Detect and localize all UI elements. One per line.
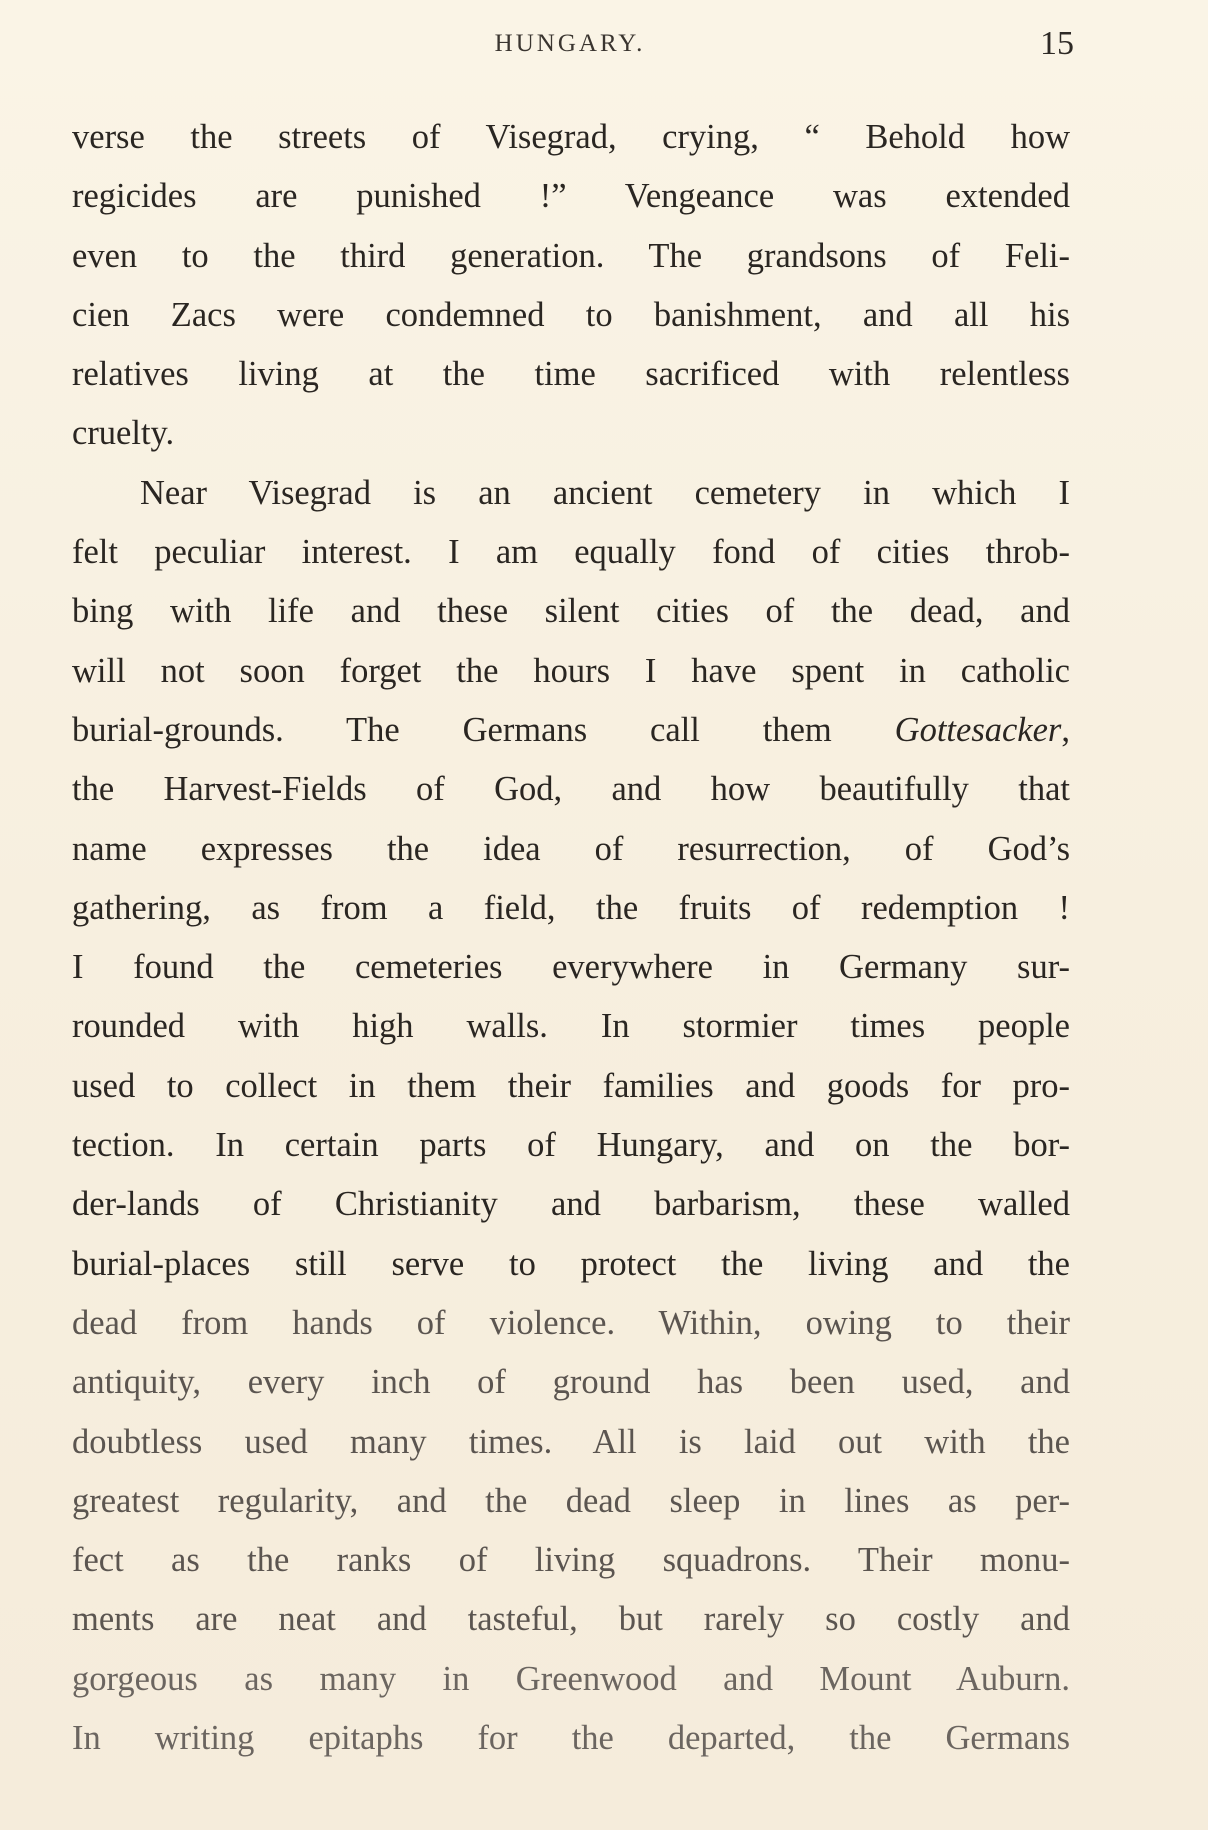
italic-term: Gottesacker	[894, 710, 1062, 749]
text-line: regicides are punished !” Vengeance was extended	[72, 177, 1070, 216]
running-head	[70, 22, 1074, 72]
page-number: 15	[1040, 25, 1074, 62]
text-line: cruelty.	[72, 414, 175, 453]
text-line: dead from hands of violence. Within, owing to their	[72, 1303, 1070, 1342]
text-line: burial-places still serve to protect the living and the	[72, 1244, 1070, 1283]
text-segment: burial-grounds. The Germans call them	[72, 710, 895, 749]
text-line: rounded with high walls. In stormier times people	[72, 1007, 1070, 1046]
text-line: greatest regularity, and the dead sleep in lines as per-	[72, 1481, 1070, 1520]
text-line: name expresses the idea of resurrection, of God’s	[72, 829, 1070, 868]
text-line: felt peculiar interest. I am equally fond of cities throb-	[72, 533, 1070, 572]
text-line: gorgeous as many in Greenwood and Mount Auburn.	[72, 1659, 1070, 1698]
text-line: tection. In certain parts of Hungary, and on the bor-	[72, 1126, 1070, 1165]
text-line-with-italic	[72, 701, 1070, 760]
text-line: doubtless used many times. All is laid out with the	[72, 1422, 1070, 1461]
text-line: even to the third generation. The grandsons of Feli-	[72, 236, 1070, 275]
text-line: the Harvest-Fields of God, and how beautifully that	[72, 770, 1070, 809]
text-line: used to collect in them their families and goods for pro-	[72, 1066, 1070, 1105]
text-line: cien Zacs were condemned to banishment, and all his	[72, 295, 1070, 334]
text-line: gathering, as from a field, the fruits of redemption !	[72, 888, 1070, 927]
text-line: verse the streets of Visegrad, crying, “ Behold how	[72, 118, 1070, 156]
text-line: der-lands of Christianity and barbarism, these walled	[72, 1185, 1070, 1224]
text-line: ments are neat and tasteful, but rarely so costly and	[72, 1600, 1070, 1639]
paragraph-first-line: Near Visegrad is an ancient cemetery in which I	[140, 473, 1070, 512]
text-line: will not soon forget the hours I have spent in catholic	[72, 651, 1070, 690]
italic-term-suffix: ,	[1061, 710, 1070, 749]
body-text	[72, 108, 1070, 1768]
running-title: HUNGARY.	[494, 30, 646, 57]
text-line: I found the cemeteries everywhere in Germany sur-	[72, 948, 1070, 987]
text-line: fect as the ranks of living squadrons. Their monu-	[72, 1541, 1070, 1580]
text-line: antiquity, every inch of ground has been used, and	[72, 1363, 1070, 1402]
text-line: In writing epitaphs for the departed, the Germans	[72, 1719, 1070, 1758]
text-line: bing with life and these silent cities of the dead, and	[72, 592, 1070, 631]
text-line: relatives living at the time sacrificed with relentless	[72, 355, 1070, 394]
